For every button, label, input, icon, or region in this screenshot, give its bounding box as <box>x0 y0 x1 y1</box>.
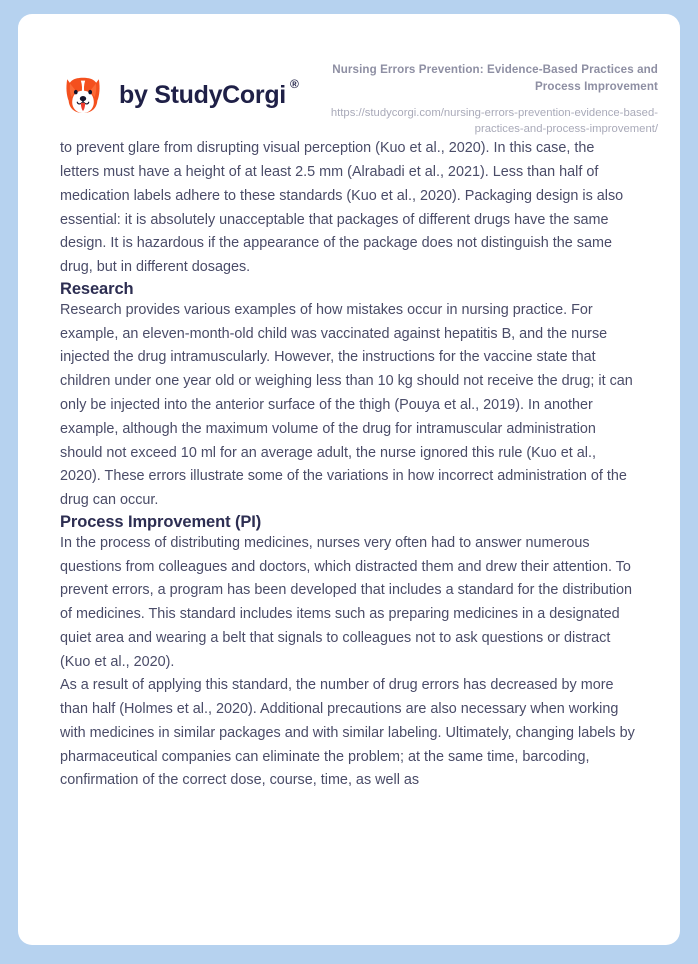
document-url[interactable]: https://studycorgi.com/nursing-errors-prevention-evidence-based-practices-and-process-improvement/ <box>330 106 658 135</box>
research-paragraph: Research provides various examples of how mistakes occur in nursing practice. For example, an eleven-month-old child was vaccinated against hepatitis B, and the nurse injected the drug intramuscularly. However, the instructions for the vaccine state that children under one year old or weighing less than 10 kg should not receive the drug; it can only be injected into the anterior surface of the thigh (Pouya et al., 2019). In another example, although the maximum volume of the drug for intramuscular administration should not exceed 10 ml for an average adult, the nurse ignored this rule (Kuo et al., 2020). These errors illustrate some of the variations in how incorrect administration of the drug can occur. <box>60 301 633 509</box>
process-improvement-paragraph-2: As a result of applying this standard, the number of drug errors has decreased by more than half (Holmes et al., 2020). Additional precautions are also necessary when working with medicines in similar packages and with similar labeling. Ultimately, changing labels by pharmaceutical companies can eliminate the problem; at the same time, barcoding, confirmation of the correct dose, course, time, as well as <box>60 677 635 789</box>
document-meta <box>306 60 658 137</box>
brand-wordmark <box>119 76 299 109</box>
section-heading-process-improvement: Process Improvement (PI) <box>60 512 262 531</box>
intro-paragraph: to prevent glare from disrupting visual perception (Kuo et al., 2020). In this case, the letters must have a height of at least 2.5 mm (Alrabadi et al., 2021). Less than half of medication labels adhere to these standards (Kuo et al., 2020). Packaging design is also essential: it is absolutely unacceptable that packages of different drugs have the same design. It is hazardous if the appearance of the package does not distinguish the same drug, but in different dosages. <box>60 140 624 276</box>
document-body <box>18 137 680 793</box>
corgi-mascot-icon <box>60 72 106 118</box>
brand-wordmark-text: by StudyCorgi <box>119 80 286 109</box>
page-header <box>18 14 680 137</box>
process-improvement-paragraph-1: In the process of distributing medicines, nurses very often had to answer numerous questions from colleagues and doctors, which distracted them and drew their attention. To prevent errors, a program has been developed that includes a standard for the distribution of medicines. This standard includes items such as preparing medicines in a designated quiet area and wearing a belt that signals to colleagues not to ask questions or distract (Kuo et al., 2020). <box>60 534 632 670</box>
section-heading-research: Research <box>60 279 134 298</box>
document-title: Nursing Errors Prevention: Evidence-Based Practices and Process Improvement <box>332 63 658 93</box>
registered-trademark-icon: ® <box>289 76 299 91</box>
brand-logo[interactable] <box>60 60 299 118</box>
document-page <box>18 14 680 945</box>
